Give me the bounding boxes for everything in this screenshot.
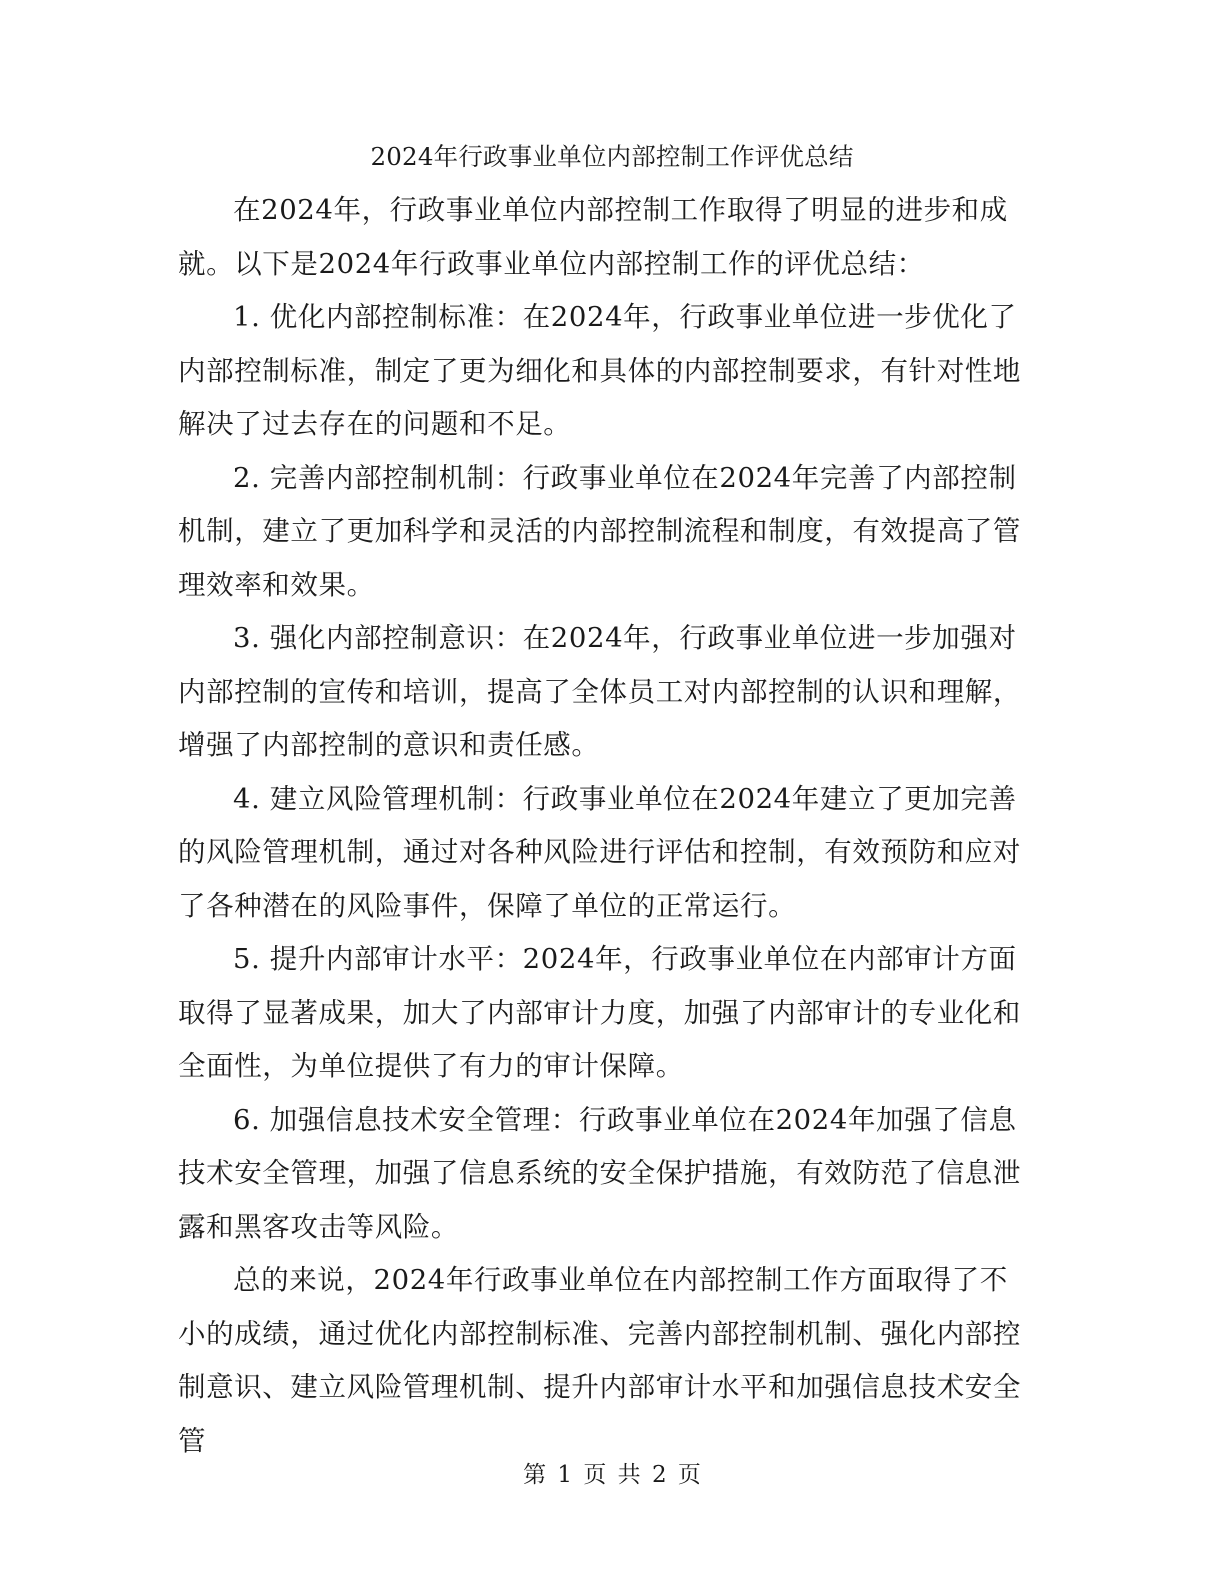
item-paragraph-1: 1. 优化内部控制标准：在2024年，行政事业单位进一步优化了内部控制标准，制定了更为细化和具体的内部控制要求，有针对性地解决了过去存在的问题和不足。 [178, 301, 1021, 440]
document-body [178, 184, 1022, 1468]
intro-paragraph: 在2024年，行政事业单位内部控制工作取得了明显的进步和成就。以下是2024年行政事业单位内部控制工作的评优总结： [178, 194, 1008, 280]
page-number-footer: 第 1 页 共 2 页 [523, 1462, 701, 1488]
item-paragraph-2: 2. 完善内部控制机制：行政事业单位在2024年完善了内部控制机制，建立了更加科学和灵活的内部控制流程和制度，有效提高了管理效率和效果。 [178, 461, 1021, 601]
item-paragraph-3: 3. 强化内部控制意识：在2024年，行政事业单位进一步加强对内部控制的宣传和培训，提高了全体员工对内部控制的认识和理解，增强了内部控制的意识和责任感。 [178, 622, 1021, 761]
item-paragraph-4: 4. 建立风险管理机制：行政事业单位在2024年建立了更加完善的风险管理机制，通过对各种风险进行评估和控制，有效预防和应对了各种潜在的风险事件，保障了单位的正常运行。 [178, 782, 1021, 922]
item-paragraph-5: 5. 提升内部审计水平：2024年，行政事业单位在内部审计方面取得了显著成果，加大了内部审计力度，加强了内部审计的专业化和全面性，为单位提供了有力的审计保障。 [178, 943, 1021, 1082]
item-paragraph-6: 6. 加强信息技术安全管理：行政事业单位在2024年加强了信息技术安全管理，加强了信息系统的安全保护措施，有效防范了信息泄露和黑客攻击等风险。 [178, 1103, 1021, 1243]
summary-paragraph: 总的来说，2024年行政事业单位在内部控制工作方面取得了不小的成绩，通过优化内部控制标准、完善内部控制机制、强化内部控制意识、建立风险管理机制、提升内部审计水平和加强信息技术安全管 [178, 1264, 1021, 1457]
document-title: 2024年行政事业单位内部控制工作评优总结 [370, 142, 854, 171]
